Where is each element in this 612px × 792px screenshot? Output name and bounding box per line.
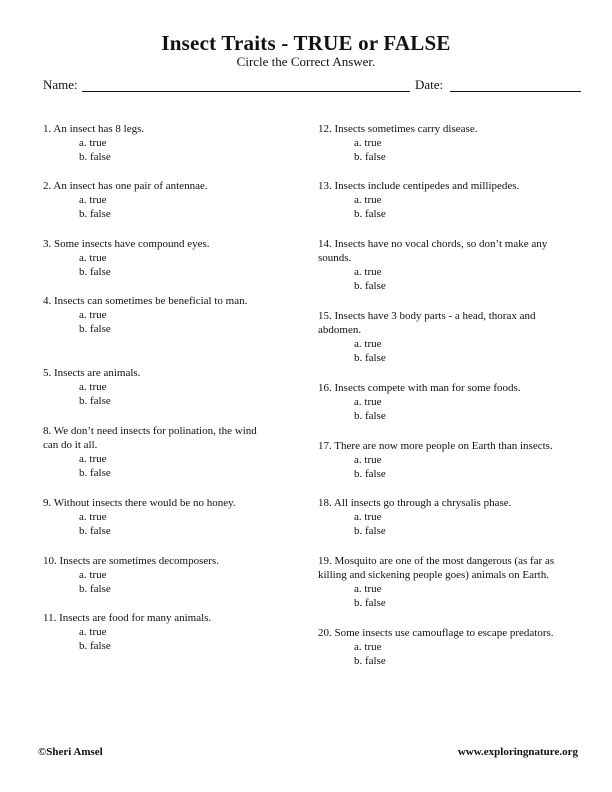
option-false[interactable]: b. false xyxy=(354,410,386,422)
option-true[interactable]: a. true xyxy=(79,381,107,393)
question-item xyxy=(43,294,248,336)
question-text: 8. We don’t need insects for polination, the wind can do it all. xyxy=(43,425,257,451)
option-false[interactable]: b. false xyxy=(354,468,386,480)
option-true[interactable]: a. true xyxy=(79,252,107,264)
option-false[interactable]: b. false xyxy=(79,467,111,479)
option-true[interactable]: a. true xyxy=(79,453,107,465)
question-text: 12. Insects sometimes carry disease. xyxy=(318,123,478,135)
question-item xyxy=(318,309,580,365)
question-item xyxy=(318,381,580,423)
option-true[interactable]: a. true xyxy=(354,194,382,206)
question-text: 5. Insects are animals. xyxy=(43,367,141,379)
option-true[interactable]: a. true xyxy=(79,626,107,638)
question-item xyxy=(318,179,580,221)
option-true[interactable]: a. true xyxy=(354,641,382,653)
question-text: 1. An insect has 8 legs. xyxy=(43,123,145,135)
question-item xyxy=(43,122,273,164)
question-text: 13. Insects include centipedes and millipedes. xyxy=(318,180,520,192)
option-false[interactable]: b. false xyxy=(354,525,386,537)
question-text: 15. Insects have 3 body parts - a head, thorax and abdomen. xyxy=(318,310,536,336)
question-item xyxy=(43,424,258,480)
question-text: 2. An insect has one pair of antennae. xyxy=(43,180,208,192)
option-true[interactable]: a. true xyxy=(79,569,107,581)
name-label: Name: xyxy=(43,77,78,92)
option-false[interactable]: b. false xyxy=(79,640,111,652)
option-false[interactable]: b. false xyxy=(79,395,111,407)
question-item xyxy=(43,366,273,408)
question-text: 9. Without insects there would be no honey. xyxy=(43,497,236,509)
option-true[interactable]: a. true xyxy=(79,511,107,523)
option-false[interactable]: b. false xyxy=(354,597,386,609)
option-false[interactable]: b. false xyxy=(354,280,386,292)
copyright-text: ©Sheri Amsel xyxy=(38,746,103,758)
option-true[interactable]: a. true xyxy=(354,396,382,408)
question-text: 14. Insects have no vocal chords, so don’t make any sounds. xyxy=(318,238,548,264)
question-item xyxy=(43,237,273,279)
question-text: 19. Mosquito are one of the most dangerous (as far as killing and sickening people goes) animals on Earth. xyxy=(318,555,555,581)
question-item xyxy=(43,554,283,596)
option-false[interactable]: b. false xyxy=(354,151,386,163)
question-text: 18. All insects go through a chrysalis phase. xyxy=(318,497,512,509)
option-false[interactable]: b. false xyxy=(79,583,111,595)
option-false[interactable]: b. false xyxy=(79,208,111,220)
option-false[interactable]: b. false xyxy=(79,525,111,537)
question-item xyxy=(318,237,580,293)
option-false[interactable]: b. false xyxy=(354,208,386,220)
name-field-line[interactable] xyxy=(82,91,410,92)
instructions: Circle the Correct Answer. xyxy=(236,54,376,69)
option-false[interactable]: b. false xyxy=(79,323,111,335)
question-item xyxy=(43,179,273,221)
option-true[interactable]: a. true xyxy=(354,454,382,466)
question-item xyxy=(318,554,580,610)
option-true[interactable]: a. true xyxy=(79,309,107,321)
question-text: 10. Insects are sometimes decomposers. xyxy=(43,555,219,567)
question-text: 11. Insects are food for many animals. xyxy=(43,612,212,624)
option-true[interactable]: a. true xyxy=(79,194,107,206)
date-label: Date: xyxy=(415,77,444,92)
question-item xyxy=(318,439,583,481)
question-item xyxy=(318,122,580,164)
date-field-line[interactable] xyxy=(450,91,581,92)
website-text: www.exploringnature.org xyxy=(457,746,578,758)
question-text: 20. Some insects use camouflage to escape predators. xyxy=(318,627,554,639)
option-true[interactable]: a. true xyxy=(354,137,382,149)
question-item xyxy=(43,496,283,538)
question-text: 4. Insects can sometimes be beneficial to man. xyxy=(43,295,248,307)
option-false[interactable]: b. false xyxy=(354,655,386,667)
question-item xyxy=(318,496,580,538)
question-text: 3. Some insects have compound eyes. xyxy=(43,238,210,250)
option-false[interactable]: b. false xyxy=(79,266,111,278)
question-text: 17. There are now more people on Earth than insects. xyxy=(318,440,553,452)
option-false[interactable]: b. false xyxy=(354,352,386,364)
option-true[interactable]: a. true xyxy=(354,511,382,523)
option-true[interactable]: a. true xyxy=(79,137,107,149)
option-true[interactable]: a. true xyxy=(354,583,382,595)
option-true[interactable]: a. true xyxy=(354,266,382,278)
question-text: 16. Insects compete with man for some foods. xyxy=(318,382,521,394)
question-item xyxy=(318,626,580,668)
page-title: Insect Traits - TRUE or FALSE xyxy=(161,31,451,55)
option-false[interactable]: b. false xyxy=(79,151,111,163)
option-true[interactable]: a. true xyxy=(354,338,382,350)
question-item xyxy=(43,611,283,653)
